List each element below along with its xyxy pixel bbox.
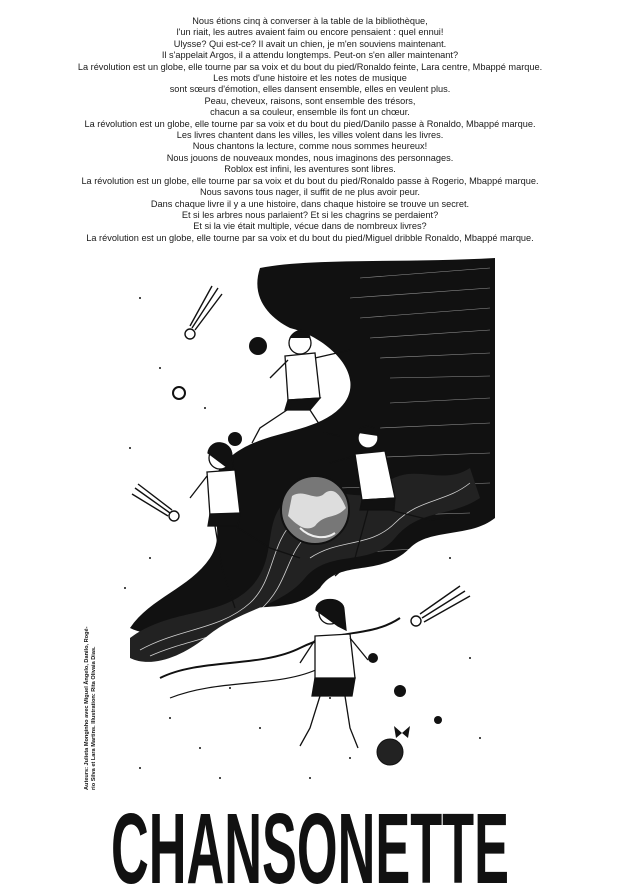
credits-line-1: Auteurs: Julieta Monginho avec Miguel Ângelo, Danilo, Rogé-	[84, 626, 90, 790]
poem-line: La révolution est un globe, elle tourne par sa voix et du bout du pied/Danilo passe à Ronaldo, Mbappé marque.	[84, 118, 536, 129]
globe	[281, 476, 349, 544]
poem-line: Dans chaque livre il y a une histoire, dans chaque histoire se trouve un secret.	[150, 198, 470, 209]
poem-line: Et si la vie était multiple, vécue dans de nombreux livres?	[193, 221, 427, 232]
poem-line: chacun a sa couleur, ensemble ils font un chœur.	[210, 107, 410, 118]
poem-line: La révolution est un globe, elle tourne par sa voix et du bout du pied/Miguel dribble Ronaldo, Mbappé marque.	[86, 232, 534, 243]
poem-line: Et si les arbres nous parlaient? Et si les chagrins se perdaient?	[181, 209, 439, 220]
poem-line: l'un riait, les autres avaient faim ou encore pensaient : quel ennui!	[176, 27, 444, 38]
title-text: CHANSONETTE	[111, 795, 509, 887]
poem-line: La révolution est un globe, elle tourne par sa voix et du bout du pied/Ronaldo passe à Rogerio, Mbappé marque.	[81, 175, 539, 186]
ground-ball	[377, 739, 403, 765]
football-cosmos-illustration	[110, 258, 495, 796]
credits-line-2: rio Silva et Lara Martins. Illustration: Rita Olivaia Dias.	[91, 646, 97, 790]
poem-line: Il s'appelait Argos, il a attendu longtemps. Peut-on s'en aller maintenant?	[161, 50, 459, 61]
dark-ball-4	[368, 653, 378, 663]
poem-line: Nous savons tous nager, il suffit de ne plus avoir peur.	[200, 187, 420, 198]
poem-line: Roblox est infini, les aventures sont libres.	[224, 164, 396, 175]
poem-line: Les livres chantent dans les villes, les villes volent dans les livres.	[176, 130, 444, 141]
poem-line: Nous étions cinq à converser à la table de la bibliothèque,	[192, 16, 428, 26]
poem-text	[0, 16, 620, 244]
dark-ball-3	[394, 685, 406, 697]
poem-line: La révolution est un globe, elle tourne par sa voix et du bout du pied/Ronaldo feinte, Lara centre, Mbappé marque.	[77, 61, 543, 72]
dark-ball-5	[434, 716, 442, 724]
ring-ball	[173, 387, 185, 399]
dark-ball-2	[228, 432, 242, 446]
poem-line: Les mots d'une histoire et les notes de musique	[213, 73, 407, 84]
poem-line: sont sœurs d'émotion, elles dansent ensemble, elles en veulent plus.	[169, 84, 451, 95]
credits	[84, 600, 98, 790]
poem-line: Nous chantons la lecture, comme nous sommes heureux!	[192, 141, 428, 152]
dark-ball-1	[249, 337, 267, 355]
poem-line: Nous jouons de nouveaux mondes, nous imaginons des personnages.	[166, 152, 454, 163]
title-wordmark	[0, 795, 620, 887]
illustration	[110, 258, 495, 796]
poem-line: Peau, cheveux, raisons, sont ensemble des trésors,	[204, 95, 416, 106]
poem-line: Ulysse? Qui est-ce? Il avait un chien, je m'en souviens maintenant.	[173, 38, 447, 49]
